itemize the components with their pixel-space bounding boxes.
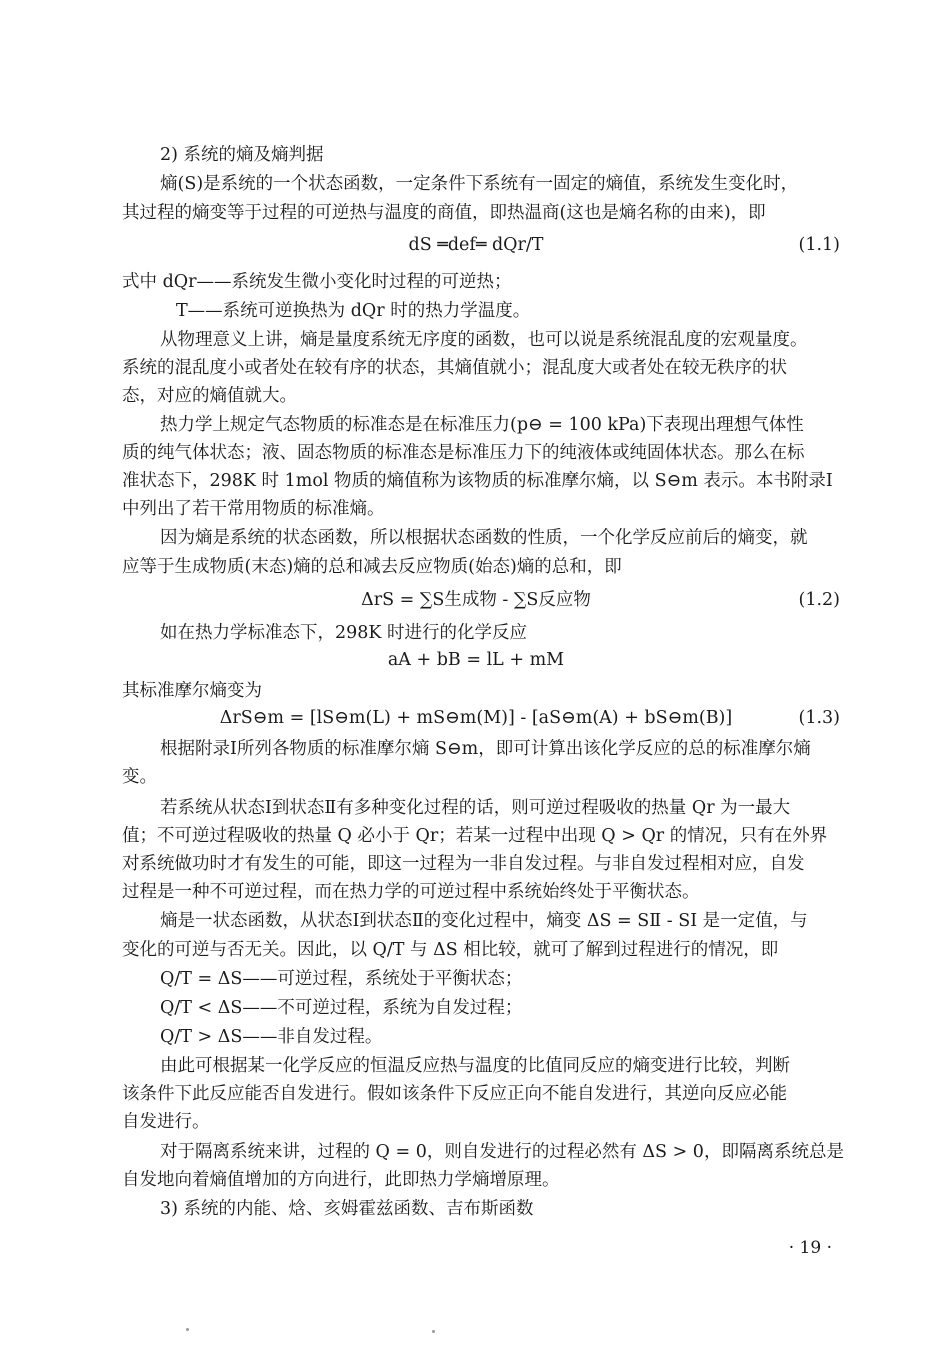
text-line: 如在热力学标准态下，298K 时进行的化学反应 (160, 623, 528, 643)
text-line: 态，对应的熵值就大。 (122, 386, 297, 406)
text-line: 熵是一状态函数，从状态Ⅰ到状态Ⅱ的变化过程中，熵变 ΔS = SⅡ - SⅠ 是一定值，与 (160, 911, 808, 931)
text-line: 中列出了若干常用物质的标准熵。 (122, 499, 385, 519)
text-line: T——系统可逆换热为 dQr 时的热力学温度。 (176, 301, 531, 321)
text-line: 准状态下，298K 时 1mol 物质的熵值称为该物质的标准摩尔熵，以 S⊖m 表示。本书附录Ⅰ (122, 471, 833, 491)
text-line: Q/T = ΔS——可逆过程，系统处于平衡状态； (160, 969, 523, 989)
text-line: 该条件下此反应能否自发进行。假如该条件下反应正向不能自发进行，其逆向反应必能 (122, 1084, 787, 1104)
text-line: 3) 系统的内能、焓、亥姆霍兹函数、吉布斯函数 (160, 1199, 534, 1219)
text-line: 变。 (122, 767, 157, 787)
text-line: 若系统从状态Ⅰ到状态Ⅱ有多种变化过程的话，则可逆过程吸收的热量 Qr 为一最大 (160, 798, 791, 818)
text-line: 质的纯气体状态；液、固态物质的标准态是标准压力下的纯液体或纯固体状态。那么在标 (122, 443, 805, 463)
equation: aA + bB = lL + mM (387, 650, 565, 670)
text-line: 变化的可逆与否无关。因此，以 Q/T 与 ΔS 相比较，就可了解到过程进行的情况，即 (122, 940, 779, 960)
scan-speck (432, 1330, 435, 1333)
page-number: · 19 · (788, 1238, 832, 1258)
text-line: 自发进行。 (122, 1112, 210, 1132)
text-line: 值；不可逆过程吸收的热量 Q 必小于 Qr；若某一过程中出现 Q > Qr 的情况，只有在外界 (122, 826, 828, 846)
equation-number: (1.1) (798, 235, 840, 255)
text-line: 从物理意义上讲，熵是量度系统无序度的函数，也可以说是系统混乱度的宏观量度。 (160, 330, 808, 350)
text-line: 式中 dQr——系统发生微小变化时过程的可逆热； (122, 272, 512, 292)
text-line: 过程是一种不可逆过程，而在热力学的可逆过程中系统始终处于平衡状态。 (122, 882, 700, 902)
text-line: 应等于生成物质(末态)熵的总和减去反应物质(始态)熵的总和，即 (122, 557, 622, 577)
text-line: Q/T > ΔS——非自发过程。 (160, 1027, 383, 1047)
text-line: 其过程的熵变等于过程的可逆热与温度的商值，即热温商(这也是熵名称的由来)，即 (122, 203, 766, 223)
equation-number: (1.3) (798, 708, 840, 728)
text-line: 熵(S)是系统的一个状态函数，一定条件下系统有一固定的熵值，系统发生变化时， (160, 174, 799, 194)
text-line: Q/T < ΔS——不可逆过程，系统为自发过程； (160, 998, 523, 1018)
equation: dS ═def═ dQr/T (408, 235, 544, 255)
text-line: 由此可根据某一化学反应的恒温反应热与温度的比值同反应的熵变进行比较，判断 (160, 1056, 790, 1076)
text-line: 对系统做功时才有发生的可能，即这一过程为一非自发过程。与非自发过程相对应，自发 (122, 854, 805, 874)
equation: ΔrS = ∑S生成物 - ∑S反应物 (361, 590, 591, 610)
text-line: 对于隔离系统来讲，过程的 Q = 0，则自发进行的过程必然有 ΔS > 0，即隔离系统总是 (160, 1142, 844, 1162)
text-line: 因为熵是系统的状态函数，所以根据状态函数的性质，一个化学反应前后的熵变，就 (160, 528, 808, 548)
scan-speck (186, 1328, 189, 1331)
text-line: 自发地向着熵值增加的方向进行，此即热力学熵增原理。 (122, 1170, 560, 1190)
text-line: 系统的混乱度小或者处在较有序的状态，其熵值就小；混乱度大或者处在较无秩序的状 (122, 358, 787, 378)
equation: ΔrS⊖m = [lS⊖m(L) + mS⊖m(M)] - [aS⊖m(A) + bS⊖m(B)] (219, 708, 733, 728)
equation-number: (1.2) (798, 590, 840, 610)
text-line: 2) 系统的熵及熵判据 (160, 145, 324, 165)
text-line: 根据附录Ⅰ所列各物质的标准摩尔熵 S⊖m，即可计算出该化学反应的总的标准摩尔熵 (160, 739, 811, 759)
text-line: 热力学上规定气态物质的标准态是在标准压力(p⊖ = 100 kPa)下表现出理想气体性 (160, 415, 804, 435)
text-line: 其标准摩尔熵变为 (122, 681, 262, 701)
